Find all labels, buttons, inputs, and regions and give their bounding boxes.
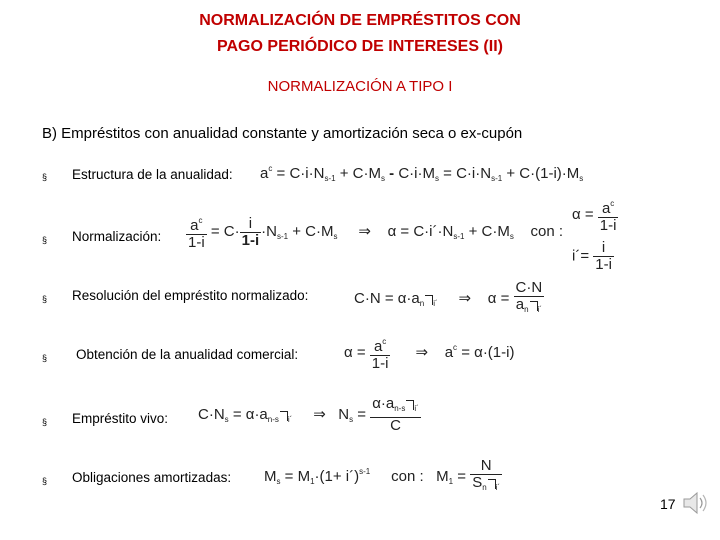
formula-i-prime-definition: i´= $\frac{i}{1-i}$ xyxy=(572,239,612,273)
item-label-normalizacion: Normalización: xyxy=(72,229,162,244)
item-label-estructura: Estructura de la anualidad: xyxy=(72,167,233,182)
section-heading: B) Empréstitos con anualidad constante y amortización seca o ex-cupón xyxy=(42,125,523,142)
formula-resolucion: $C\cdot N = \alpha\cdot a_n$ $_{i´}$ ⇒ α = $\frac{C\cdot N}{a_n _{i´}}$ xyxy=(354,279,543,314)
speaker-icon[interactable] xyxy=(682,490,712,521)
bullet-4: § xyxy=(42,353,48,363)
slide-title-line-1: NORMALIZACIÓN DE EMPRÉSTITOS CON xyxy=(199,12,521,29)
slide-subtitle: NORMALIZACIÓN A TIPO I xyxy=(267,78,453,95)
slide-title-line-2: PAGO PERIÓDICO DE INTERESES (II) xyxy=(217,38,503,55)
bullet-5: § xyxy=(42,417,48,427)
formula-normalizacion: $\frac{a^c}{1-i}$ = C· $\frac{i}{1-i}$ $\cdot N_{s-1} + C\cdot M_s$ ⇒ $\alpha = C\cdot i´\cdot N_{s-1} + C\cdot M_s$ con : xyxy=(188,214,564,251)
bullet-3: § xyxy=(42,294,48,304)
formula-estructura-anualidad: $a^c = C\cdot i\cdot N_{s-1} + C\cdot M_s - C\cdot i\cdot M_s = C\cdot i\cdot N_{s-1} + C\cdot(1-i)\cdot M_s$ xyxy=(260,164,584,183)
formula-anualidad-comercial: α = $\frac{a^c}{1-i}$ ⇒ $a^c = \alpha\cdot(1-i)$ xyxy=(344,334,514,372)
page-number: 17 xyxy=(660,496,676,512)
item-label-obtencion: Obtención de la anualidad comercial: xyxy=(76,347,299,362)
formula-obligaciones-amortizadas: $M_s = M_1\cdot(1+$ i´)$^{s-1}$ con : $M_1$ = $\frac{N}{S_n _{i´}}$ xyxy=(264,457,501,492)
item-label-emprestito-vivo: Empréstito vivo: xyxy=(72,411,169,426)
formula-alpha-definition: α = $\frac{a^c}{1-i}$ xyxy=(572,196,618,234)
item-label-resolucion: Resolución del empréstito normalizado: xyxy=(72,288,309,303)
bullet-2: § xyxy=(42,235,48,245)
bullet-6: § xyxy=(42,476,48,486)
bullet-1: § xyxy=(42,172,48,182)
item-label-obligaciones: Obligaciones amortizadas: xyxy=(72,470,232,485)
formula-emprestito-vivo: $C\cdot N_s = \alpha\cdot a_{n-s}$ $_{i´}$ ⇒ $N_s$ = $\frac{\alpha\cdot a_{n-s} _{i´}}{C}$ xyxy=(198,395,419,434)
